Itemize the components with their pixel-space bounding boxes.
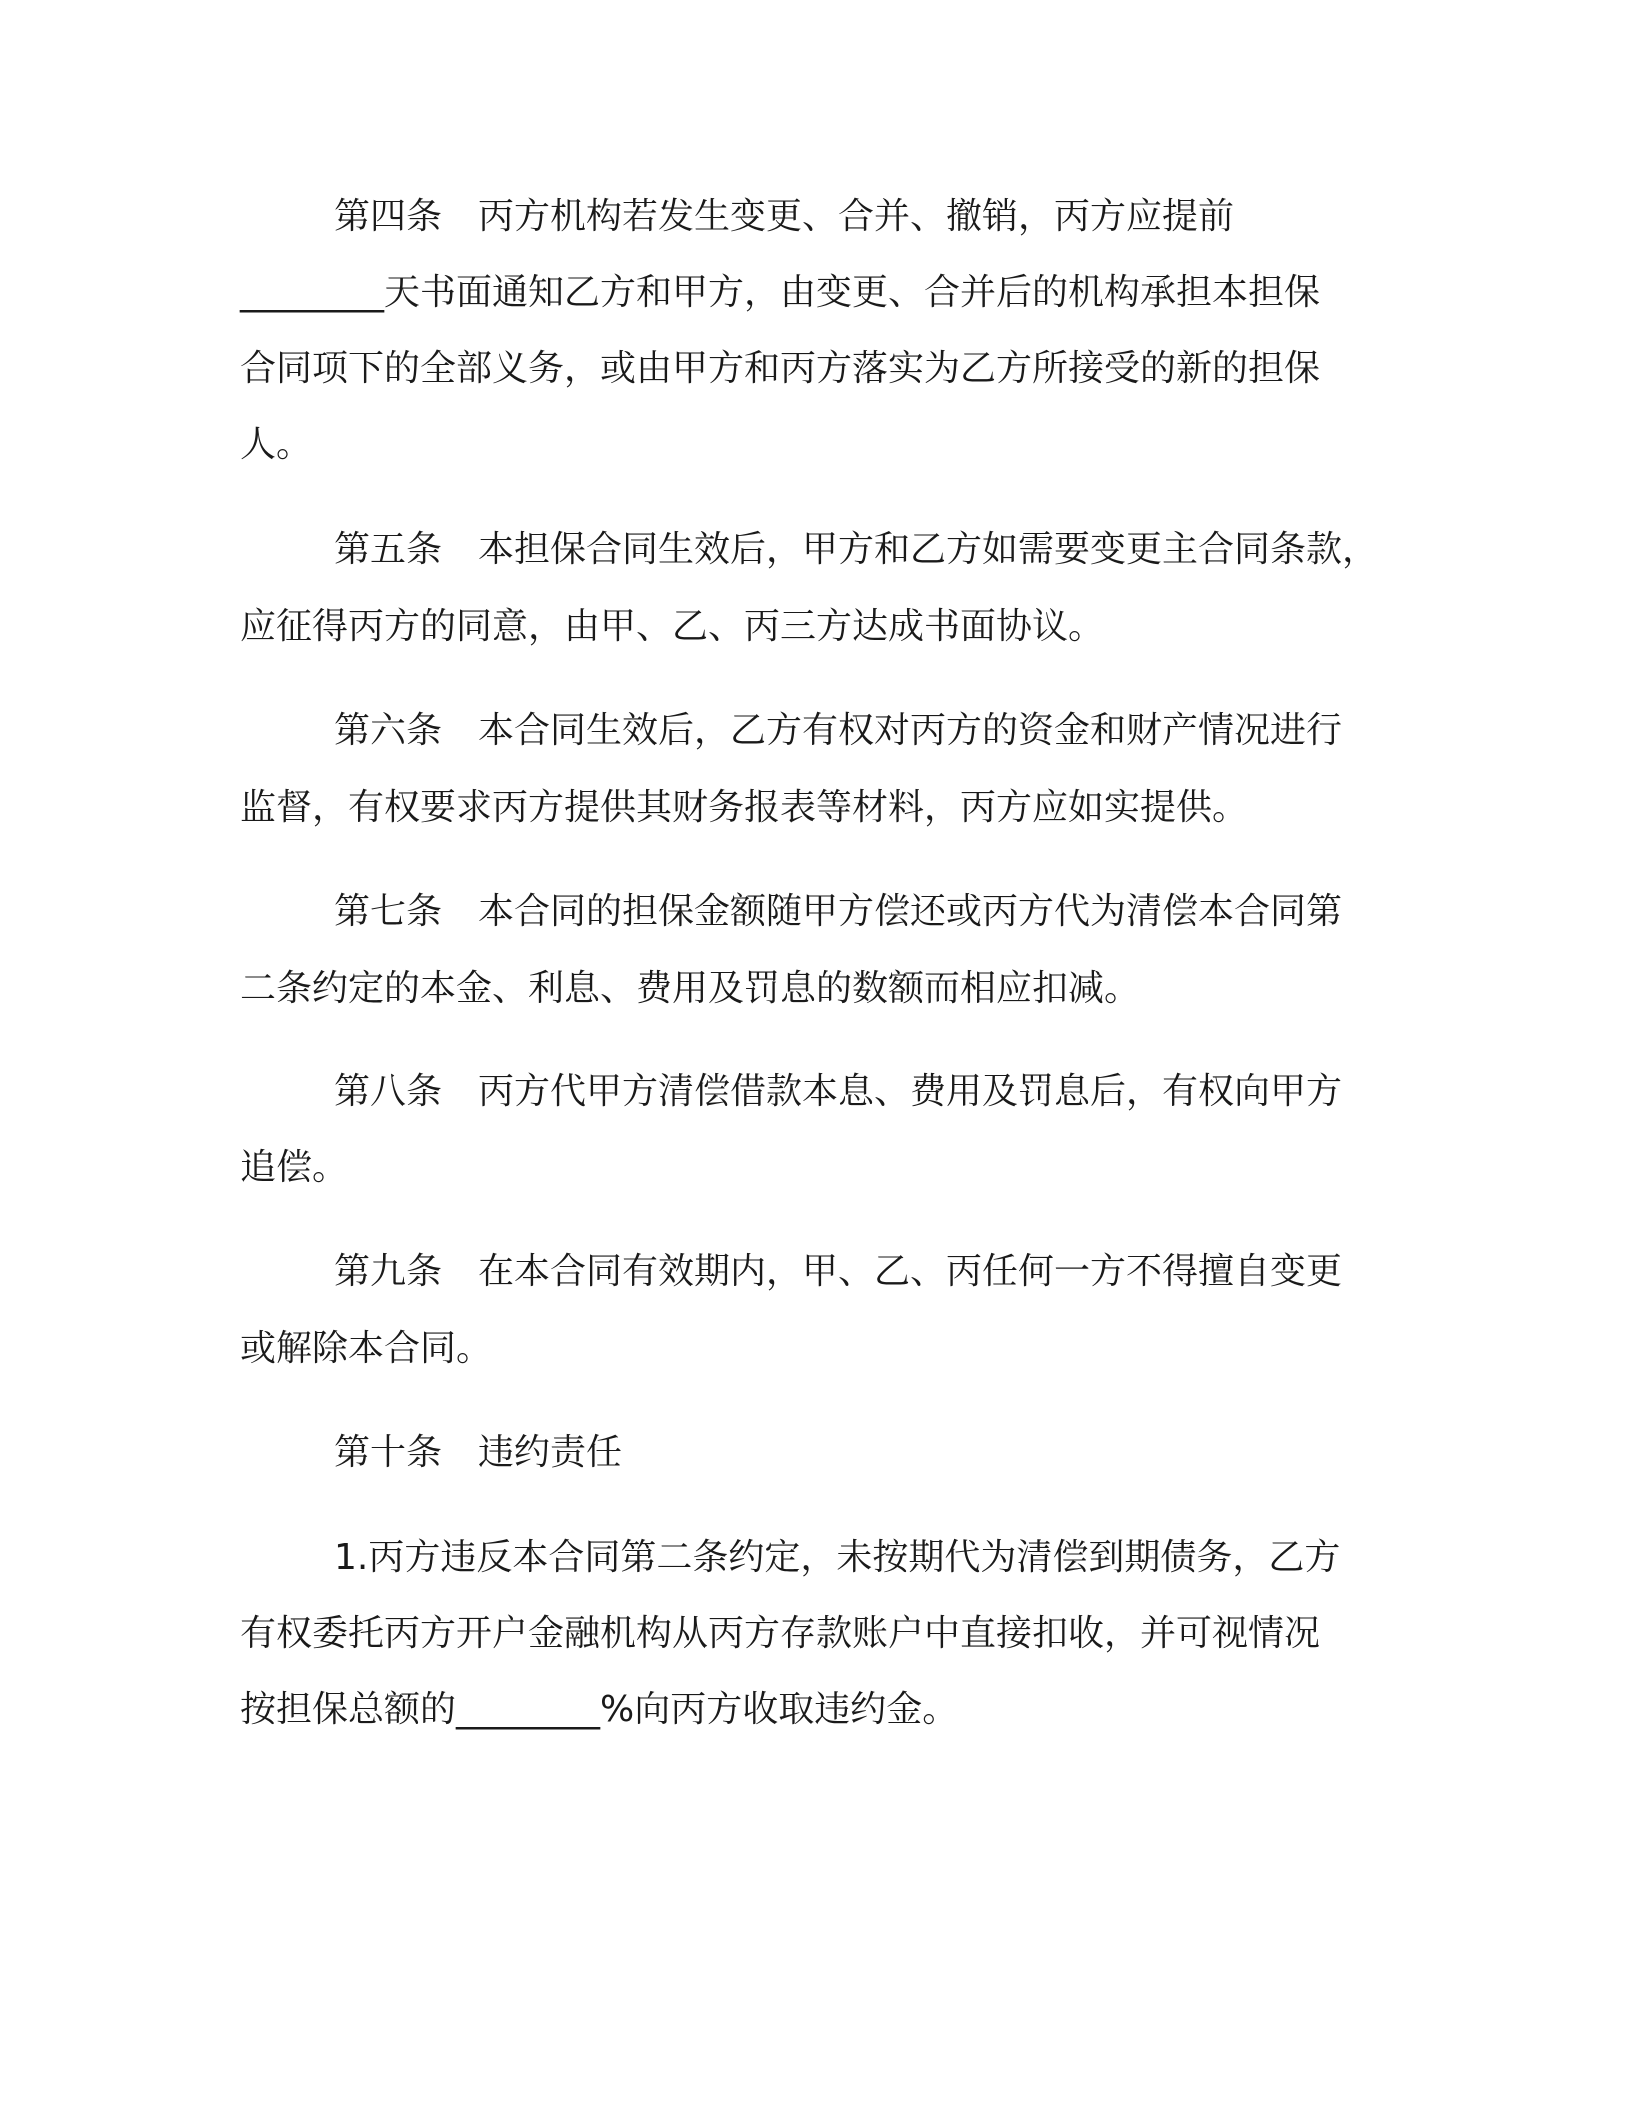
article-10-heading: 第十条 违约责任	[334, 1432, 623, 1473]
article-6-line-2: 监督，有权要求丙方提供其财务报表等材料，丙方应如实提供。	[240, 787, 1249, 828]
article-6-line-1: 第六条 本合同生效后，乙方有权对丙方的资金和财产情况进行	[334, 710, 1343, 751]
clause-1-line-2: 有权委托丙方开户金融机构从丙方存款账户中直接扣收，并可视情况	[240, 1613, 1321, 1654]
article-9-line-1: 第九条 在本合同有效期内，甲、乙、丙任何一方不得擅自变更	[334, 1251, 1343, 1292]
article-9-line-2: 或解除本合同。	[240, 1328, 493, 1369]
article-7-line-1: 第七条 本合同的担保金额随甲方偿还或丙方代为清偿本合同第	[334, 891, 1343, 932]
article-8-line-2: 追偿。	[240, 1147, 349, 1188]
clause-1-line-1: 1.丙方违反本合同第二条约定，未按期代为清偿到期债务，乙方	[334, 1537, 1341, 1578]
article-4-line-3: 合同项下的全部义务，或由甲方和丙方落实为乙方所接受的新的担保	[240, 348, 1321, 389]
article-7-line-2: 二条约定的本金、利息、费用及罚息的数额而相应扣减。	[240, 968, 1141, 1009]
article-4-line-1: 第四条 丙方机构若发生变更、合并、撤销，丙方应提前	[334, 196, 1235, 237]
article-5-line-2: 应征得丙方的同意，由甲、乙、丙三方达成书面协议。	[240, 606, 1105, 647]
article-5-line-1: 第五条 本担保合同生效后，甲方和乙方如需要变更主合同条款，	[334, 529, 1379, 570]
clause-1-line-3: 按担保总额的________%向丙方收取违约金。	[240, 1689, 959, 1730]
article-4-line-4: 人。	[240, 424, 313, 465]
article-8-line-1: 第八条 丙方代甲方清偿借款本息、费用及罚息后，有权向甲方	[334, 1071, 1343, 1112]
article-4-line-2: ________天书面通知乙方和甲方，由变更、合并后的机构承担本担保	[240, 272, 1321, 313]
